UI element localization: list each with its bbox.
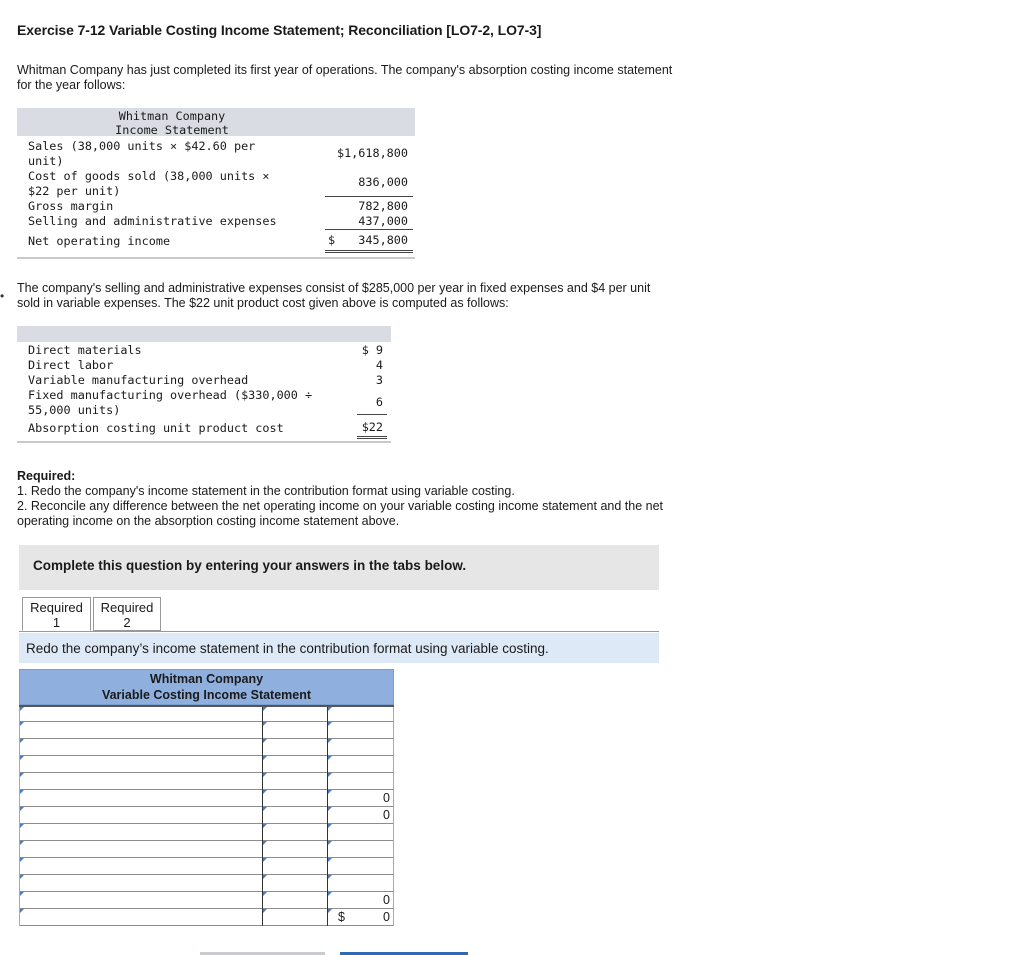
- row-label-select[interactable]: [19, 773, 262, 790]
- direct-labor-label: Direct labor: [28, 358, 114, 372]
- input-indicator-icon: [263, 722, 267, 726]
- input-indicator-icon: [263, 858, 267, 862]
- fixed-overhead-label: [28, 388, 312, 418]
- row-total-cell[interactable]: [328, 773, 394, 790]
- statement-row: [19, 756, 394, 773]
- dropdown-indicator-icon: [20, 841, 24, 845]
- input-indicator-icon: [328, 739, 332, 743]
- input-indicator-icon: [328, 722, 332, 726]
- gross-margin-value: 782,800: [358, 199, 408, 213]
- sales-label: [28, 139, 255, 169]
- input-indicator-icon: [263, 707, 267, 711]
- margin-marker: •: [0, 289, 5, 303]
- sales-label-line-1: Sales (38,000 units × $42.60 per: [28, 139, 256, 153]
- input-indicator-icon: [263, 773, 267, 777]
- sga-label: Selling and administrative expenses: [28, 214, 277, 228]
- dropdown-indicator-icon: [20, 875, 24, 879]
- dropdown-indicator-icon: [20, 773, 24, 777]
- cogs-label: [28, 169, 269, 199]
- dropdown-indicator-icon: [20, 739, 24, 743]
- direct-materials-value: $ 9: [361, 343, 383, 357]
- row-amount-input[interactable]: [262, 756, 328, 773]
- sales-value: $1,618,800: [336, 146, 408, 160]
- absorption-statement-heading: [17, 109, 327, 137]
- sales-label-line-2: unit): [28, 154, 64, 168]
- row-label-select[interactable]: [19, 807, 262, 824]
- unit-cost-double-underline-1: [357, 436, 387, 437]
- gross-margin-label: Gross margin: [28, 199, 114, 213]
- intro-line-1: Whitman Company has just completed its first year of operations. The company's absorption costing income statement: [17, 63, 673, 77]
- required-heading: Required:: [17, 469, 76, 483]
- statement-row: [19, 790, 394, 807]
- row-total-value: 0: [383, 808, 390, 822]
- input-indicator-icon: [328, 858, 332, 862]
- row-label-select[interactable]: [19, 722, 262, 739]
- total-dollar-sign: $: [338, 910, 345, 924]
- noi-double-underline-2: [325, 252, 413, 253]
- variable-overhead-label: Variable manufacturing overhead: [28, 373, 249, 387]
- absorption-statement-bottom-border: [17, 257, 415, 259]
- fixed-overhead-label-line-2: 55,000 units): [28, 403, 121, 417]
- dropdown-indicator-icon: [20, 756, 24, 760]
- row-amount-input[interactable]: [262, 807, 328, 824]
- tab-required-1-line-1: Required: [30, 600, 83, 615]
- input-indicator-icon: [328, 707, 332, 711]
- intro-line-2: for the year follows:: [17, 78, 126, 92]
- input-indicator-icon: [328, 756, 332, 760]
- tab-required-2-line-2: 2: [123, 615, 131, 630]
- unit-cost-bottom-border: [17, 441, 391, 443]
- tab-bar-divider: [19, 631, 659, 632]
- statement-row: [19, 705, 394, 722]
- row-total-cell[interactable]: [328, 790, 394, 807]
- statement-row: [19, 739, 394, 756]
- input-indicator-icon: [328, 773, 332, 777]
- row-label-select[interactable]: [19, 739, 262, 756]
- expense-text: [17, 281, 650, 311]
- noi-double-underline-1: [325, 250, 413, 251]
- sga-underline: [325, 229, 413, 230]
- direct-labor-value: 4: [375, 358, 383, 372]
- expense-line-2: sold in variable expenses. The $22 unit product cost given above is computed as follows:: [17, 296, 509, 310]
- row-amount-input[interactable]: [262, 773, 328, 790]
- fixed-overhead-label-line-1: Fixed manufacturing overhead ($330,000 ÷: [28, 388, 313, 402]
- tab-required-1[interactable]: [22, 597, 91, 631]
- row-total-cell[interactable]: [328, 756, 394, 773]
- row-total-cell[interactable]: [328, 841, 394, 858]
- unit-cost-double-underline-2: [357, 438, 387, 439]
- input-indicator-icon: [263, 892, 267, 896]
- row-total-cell[interactable]: [328, 739, 394, 756]
- statement-row: [19, 841, 394, 858]
- row-total-cell[interactable]: [328, 892, 394, 909]
- input-indicator-icon: [263, 790, 267, 794]
- tab-required-2-line-1: Required: [100, 600, 154, 615]
- row-label-select[interactable]: [19, 875, 262, 892]
- noi-dollar-sign: $: [328, 233, 336, 247]
- input-indicator-icon: [263, 739, 267, 743]
- statement-row: [19, 858, 394, 875]
- statement-row: [19, 824, 394, 841]
- statement-row: [19, 807, 394, 824]
- input-indicator-icon: [263, 841, 267, 845]
- variable-statement-header: [19, 669, 394, 705]
- statement-row: [19, 892, 394, 909]
- row-label-select[interactable]: [19, 909, 262, 926]
- statement-row: [19, 773, 394, 790]
- cogs-underline: [325, 196, 413, 197]
- row-label-select[interactable]: [19, 858, 262, 875]
- input-indicator-icon: [263, 807, 267, 811]
- row-total-cell[interactable]: [328, 909, 394, 926]
- intro-text: [17, 63, 672, 93]
- dropdown-indicator-icon: [20, 807, 24, 811]
- row-amount-input[interactable]: [262, 875, 328, 892]
- input-indicator-icon: [263, 909, 267, 913]
- statement-row: [19, 722, 394, 739]
- input-indicator-icon: [263, 875, 267, 879]
- row-amount-input[interactable]: [262, 909, 328, 926]
- cogs-value: 836,000: [358, 175, 408, 189]
- row-total-cell[interactable]: [328, 722, 394, 739]
- variable-overhead-value: 3: [375, 373, 383, 387]
- expense-line-1: The company's selling and administrative expenses consist of $285,000 per year in fixed expenses and $4 per unit: [17, 281, 651, 295]
- noi-value: 345,800: [358, 233, 408, 247]
- input-indicator-icon: [328, 790, 332, 794]
- cogs-label-line-1: Cost of goods sold (38,000 units ×: [28, 169, 270, 183]
- complete-question-box: [19, 545, 659, 590]
- row-label-select[interactable]: [19, 892, 262, 909]
- row-total-cell[interactable]: [328, 824, 394, 841]
- tab-required-1-line-2: 1: [52, 615, 61, 630]
- row-total-value: 0: [383, 791, 390, 805]
- row-amount-input[interactable]: [262, 824, 328, 841]
- row-label-select[interactable]: [19, 841, 262, 858]
- row-label-select[interactable]: [19, 824, 262, 841]
- tab-required-2[interactable]: [93, 597, 161, 631]
- statement-row: [19, 875, 394, 892]
- input-indicator-icon: [328, 841, 332, 845]
- input-indicator-icon: [328, 892, 332, 896]
- required-section: [17, 469, 663, 529]
- dropdown-indicator-icon: [20, 909, 24, 913]
- row-amount-input[interactable]: [262, 858, 328, 875]
- dropdown-indicator-icon: [20, 824, 24, 828]
- statement-row: [19, 909, 394, 926]
- direct-materials-label: Direct materials: [28, 343, 142, 357]
- dropdown-indicator-icon: [20, 892, 24, 896]
- row-total-value: 0: [383, 893, 390, 907]
- variable-statement-grid: [19, 705, 394, 926]
- row-total-cell[interactable]: [328, 858, 394, 875]
- row-amount-input[interactable]: [262, 722, 328, 739]
- variable-statement-title: Variable Costing Income Statement: [101, 688, 312, 702]
- variable-company-name: Whitman Company: [149, 672, 264, 686]
- input-indicator-icon: [328, 807, 332, 811]
- instruction-banner: Redo the company’s income statement in the contribution format using variable costing.: [19, 633, 659, 663]
- dropdown-indicator-icon: [20, 722, 24, 726]
- row-amount-input[interactable]: [262, 841, 328, 858]
- unit-cost-header-bg: [17, 326, 391, 342]
- fixed-overhead-underline: [357, 414, 387, 415]
- unit-product-cost-label: Absorption costing unit product cost: [28, 421, 284, 435]
- noi-label: Net operating income: [28, 234, 171, 248]
- sga-value: 437,000: [358, 214, 408, 228]
- input-indicator-icon: [328, 824, 332, 828]
- absorption-company-name: Whitman Company: [118, 109, 226, 123]
- required-item-1: 1. Redo the company's income statement in the contribution format using variable costing.: [17, 484, 515, 498]
- required-item-2-line-1: 2. Reconcile any difference between the net operating income on your variable costing income statement and the net: [17, 499, 664, 513]
- complete-question-prompt: Complete this question by entering your answers in the tabs below.: [33, 558, 467, 573]
- dropdown-indicator-icon: [20, 858, 24, 862]
- dropdown-indicator-icon: [20, 707, 24, 711]
- row-total-cell[interactable]: [328, 807, 394, 824]
- unit-product-cost-value: $22: [361, 420, 383, 434]
- row-total-value: 0: [383, 910, 390, 924]
- row-label-select[interactable]: [19, 790, 262, 807]
- input-indicator-icon: [263, 824, 267, 828]
- dropdown-indicator-icon: [20, 790, 24, 794]
- input-indicator-icon: [328, 875, 332, 879]
- row-amount-input[interactable]: [262, 790, 328, 807]
- row-label-select[interactable]: [19, 756, 262, 773]
- fixed-overhead-value: 6: [375, 395, 383, 409]
- input-indicator-icon: [263, 756, 267, 760]
- cogs-label-line-2: $22 per unit): [28, 184, 121, 198]
- absorption-statement-title: Income Statement: [115, 123, 229, 137]
- input-indicator-icon: [328, 909, 332, 913]
- row-amount-input[interactable]: [262, 892, 328, 909]
- exercise-title: Exercise 7-12 Variable Costing Income Statement; Reconciliation [LO7-2, LO7-3]: [17, 22, 542, 38]
- required-item-2-line-2: operating income on the absorption costing income statement above.: [17, 514, 400, 528]
- row-total-cell[interactable]: [328, 875, 394, 892]
- row-amount-input[interactable]: [262, 739, 328, 756]
